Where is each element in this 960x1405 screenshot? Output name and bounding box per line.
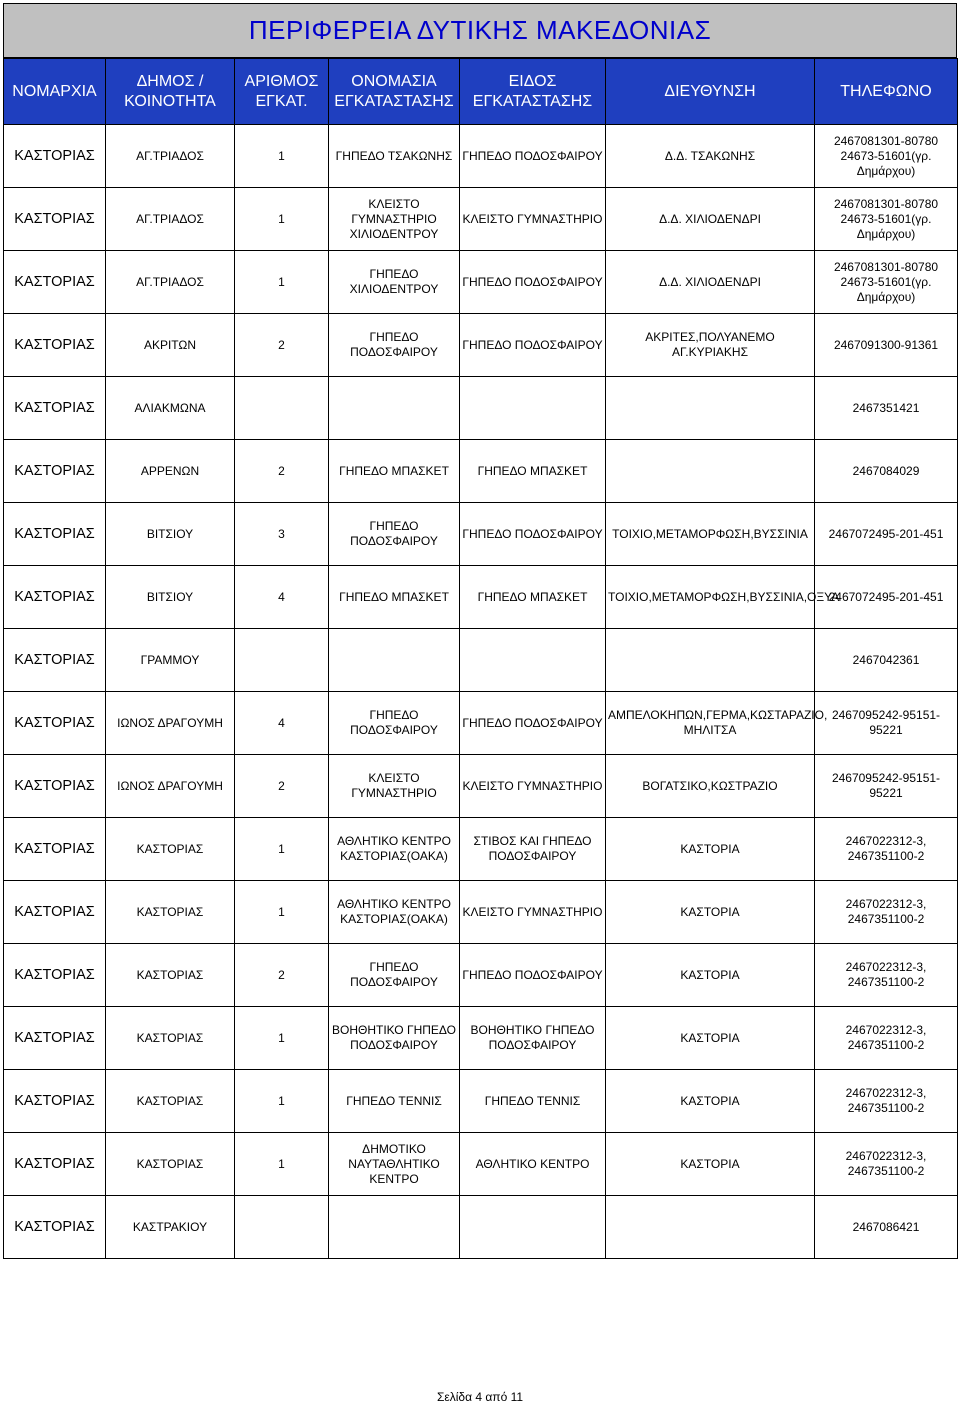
cell-dieuthynsi: ΤΟΙΧΙΟ,ΜΕΤΑΜΟΡΦΩΣΗ,ΒΥΣΣΙΝΙΑ,ΟΞΥΑ xyxy=(606,566,815,629)
facilities-table xyxy=(3,58,958,1259)
table-header-row xyxy=(4,59,958,125)
cell-arithmos: 2 xyxy=(235,755,329,818)
cell-eidos: ΚΛΕΙΣΤΟ ΓΥΜΝΑΣΤΗΡΙΟ xyxy=(460,755,606,818)
cell-eidos: ΓΗΠΕΔΟ ΤΕΝΝΙΣ xyxy=(460,1070,606,1133)
cell-nomarxia: ΚΑΣΤΟΡΙΑΣ xyxy=(4,692,106,755)
table-row xyxy=(4,314,958,377)
cell-nomarxia: ΚΑΣΤΟΡΙΑΣ xyxy=(4,881,106,944)
cell-tilefono: 2467022312-3, 2467351100-2 xyxy=(815,1007,958,1070)
cell-arithmos: 2 xyxy=(235,440,329,503)
cell-nomarxia: ΚΑΣΤΟΡΙΑΣ xyxy=(4,314,106,377)
cell-eidos xyxy=(460,377,606,440)
cell-eidos: ΓΗΠΕΔΟ ΠΟΔΟΣΦΑΙΡΟΥ xyxy=(460,251,606,314)
table-row xyxy=(4,818,958,881)
cell-nomarxia: ΚΑΣΤΟΡΙΑΣ xyxy=(4,755,106,818)
cell-dieuthynsi xyxy=(606,377,815,440)
cell-dieuthynsi xyxy=(606,629,815,692)
cell-dieuthynsi xyxy=(606,1196,815,1259)
cell-dimos: ΒΙΤΣΙΟΥ xyxy=(106,503,235,566)
header-tilefono: ΤΗΛΕΦΩΝΟ xyxy=(815,59,958,125)
cell-dieuthynsi: ΑΜΠΕΛΟΚΗΠΩΝ,ΓΕΡΜΑ,ΚΩΣΤΑΡΑΖΙΟ, ΜΗΛΙΤΣΑ xyxy=(606,692,815,755)
header-eidos: ΕΙΔΟΣ ΕΓΚΑΤΑΣΤΑΣΗΣ xyxy=(460,59,606,125)
table-row xyxy=(4,440,958,503)
cell-nomarxia: ΚΑΣΤΟΡΙΑΣ xyxy=(4,125,106,188)
cell-onomasia: ΒΟΗΘΗΤΙΚΟ ΓΗΠΕΔΟ ΠΟΔΟΣΦΑΙΡΟΥ xyxy=(329,1007,460,1070)
cell-arithmos xyxy=(235,377,329,440)
cell-eidos: ΓΗΠΕΔΟ ΠΟΔΟΣΦΑΙΡΟΥ xyxy=(460,314,606,377)
cell-arithmos: 3 xyxy=(235,503,329,566)
cell-arithmos: 1 xyxy=(235,1070,329,1133)
cell-onomasia: ΓΗΠΕΔΟ ΠΟΔΟΣΦΑΙΡΟΥ xyxy=(329,314,460,377)
cell-dimos: ΓΡΑΜΜΟΥ xyxy=(106,629,235,692)
cell-eidos: ΓΗΠΕΔΟ ΠΟΔΟΣΦΑΙΡΟΥ xyxy=(460,692,606,755)
cell-dieuthynsi: ΚΑΣΤΟΡΙΑ xyxy=(606,818,815,881)
cell-arithmos: 1 xyxy=(235,1007,329,1070)
cell-dimos: ΑΓ.ΤΡΙΑΔΟΣ xyxy=(106,251,235,314)
cell-dieuthynsi: ΤΟΙΧΙΟ,ΜΕΤΑΜΟΡΦΩΣΗ,ΒΥΣΣΙΝΙΑ xyxy=(606,503,815,566)
cell-onomasia: ΓΗΠΕΔΟ ΠΟΔΟΣΦΑΙΡΟΥ xyxy=(329,944,460,1007)
cell-dimos: ΙΩΝΟΣ ΔΡΑΓΟΥΜΗ xyxy=(106,692,235,755)
cell-nomarxia: ΚΑΣΤΟΡΙΑΣ xyxy=(4,251,106,314)
cell-dieuthynsi xyxy=(606,440,815,503)
cell-eidos xyxy=(460,1196,606,1259)
cell-dimos: ΑΚΡΙΤΩΝ xyxy=(106,314,235,377)
cell-eidos: ΓΗΠΕΔΟ ΠΟΔΟΣΦΑΙΡΟΥ xyxy=(460,503,606,566)
cell-eidos: ΚΛΕΙΣΤΟ ΓΥΜΝΑΣΤΗΡΙΟ xyxy=(460,881,606,944)
table-row xyxy=(4,377,958,440)
table-row xyxy=(4,251,958,314)
cell-dieuthynsi: ΚΑΣΤΟΡΙΑ xyxy=(606,944,815,1007)
cell-onomasia: ΓΗΠΕΔΟ ΤΕΝΝΙΣ xyxy=(329,1070,460,1133)
cell-nomarxia: ΚΑΣΤΟΡΙΑΣ xyxy=(4,818,106,881)
cell-tilefono: 2467022312-3, 2467351100-2 xyxy=(815,944,958,1007)
cell-dimos: ΚΑΣΤΟΡΙΑΣ xyxy=(106,818,235,881)
cell-onomasia: ΓΗΠΕΔΟ ΜΠΑΣΚΕΤ xyxy=(329,566,460,629)
cell-onomasia: ΑΘΛΗΤΙΚΟ ΚΕΝΤΡΟ ΚΑΣΤΟΡΙΑΣ(ΟΑΚΑ) xyxy=(329,881,460,944)
cell-eidos: ΑΘΛΗΤΙΚΟ ΚΕΝΤΡΟ xyxy=(460,1133,606,1196)
cell-dieuthynsi: Δ.Δ. ΤΣΑΚΩΝΗΣ xyxy=(606,125,815,188)
cell-dieuthynsi: ΑΚΡΙΤΕΣ,ΠΟΛΥΑΝΕΜΟ ΑΓ.ΚΥΡΙΑΚΗΣ xyxy=(606,314,815,377)
cell-nomarxia: ΚΑΣΤΟΡΙΑΣ xyxy=(4,1196,106,1259)
cell-onomasia: ΚΛΕΙΣΤΟ ΓΥΜΝΑΣΤΗΡΙΟ ΧΙΛΙΟΔΕΝΤΡΟΥ xyxy=(329,188,460,251)
cell-dimos: ΚΑΣΤΟΡΙΑΣ xyxy=(106,881,235,944)
table-row xyxy=(4,566,958,629)
cell-tilefono: 2467022312-3, 2467351100-2 xyxy=(815,1133,958,1196)
cell-dimos: ΙΩΝΟΣ ΔΡΑΓΟΥΜΗ xyxy=(106,755,235,818)
cell-tilefono: 2467084029 xyxy=(815,440,958,503)
cell-dieuthynsi: ΚΑΣΤΟΡΙΑ xyxy=(606,1133,815,1196)
cell-dieuthynsi: ΚΑΣΤΟΡΙΑ xyxy=(606,1007,815,1070)
cell-onomasia xyxy=(329,377,460,440)
cell-nomarxia: ΚΑΣΤΟΡΙΑΣ xyxy=(4,1007,106,1070)
cell-tilefono: 2467022312-3, 2467351100-2 xyxy=(815,1070,958,1133)
cell-eidos: ΓΗΠΕΔΟ ΠΟΔΟΣΦΑΙΡΟΥ xyxy=(460,125,606,188)
cell-dimos: ΚΑΣΤΟΡΙΑΣ xyxy=(106,1070,235,1133)
cell-nomarxia: ΚΑΣΤΟΡΙΑΣ xyxy=(4,188,106,251)
page-footer: Σελίδα 4 από 11 xyxy=(436,1390,524,1404)
cell-nomarxia: ΚΑΣΤΟΡΙΑΣ xyxy=(4,566,106,629)
cell-onomasia: ΓΗΠΕΔΟ ΠΟΔΟΣΦΑΙΡΟΥ xyxy=(329,692,460,755)
cell-dieuthynsi: ΚΑΣΤΟΡΙΑ xyxy=(606,881,815,944)
cell-eidos: ΓΗΠΕΔΟ ΠΟΔΟΣΦΑΙΡΟΥ xyxy=(460,944,606,1007)
cell-dimos: ΑΓ.ΤΡΙΑΔΟΣ xyxy=(106,125,235,188)
table-row xyxy=(4,125,958,188)
cell-eidos: ΓΗΠΕΔΟ ΜΠΑΣΚΕΤ xyxy=(460,566,606,629)
cell-dieuthynsi: ΚΑΣΤΟΡΙΑ xyxy=(606,1070,815,1133)
cell-dieuthynsi: Δ.Δ. ΧΙΛΙΟΔΕΝΔΡΙ xyxy=(606,188,815,251)
cell-arithmos: 1 xyxy=(235,1133,329,1196)
cell-arithmos: 2 xyxy=(235,314,329,377)
cell-dimos: ΚΑΣΤΟΡΙΑΣ xyxy=(106,1007,235,1070)
cell-tilefono: 2467022312-3, 2467351100-2 xyxy=(815,818,958,881)
cell-nomarxia: ΚΑΣΤΟΡΙΑΣ xyxy=(4,629,106,692)
cell-tilefono: 2467091300-91361 xyxy=(815,314,958,377)
cell-dimos: ΚΑΣΤΡΑΚΙΟΥ xyxy=(106,1196,235,1259)
cell-arithmos: 4 xyxy=(235,566,329,629)
cell-nomarxia: ΚΑΣΤΟΡΙΑΣ xyxy=(4,440,106,503)
cell-eidos: ΒΟΗΘΗΤΙΚΟ ΓΗΠΕΔΟ ΠΟΔΟΣΦΑΙΡΟΥ xyxy=(460,1007,606,1070)
cell-arithmos: 1 xyxy=(235,881,329,944)
cell-onomasia: ΓΗΠΕΔΟ ΠΟΔΟΣΦΑΙΡΟΥ xyxy=(329,503,460,566)
cell-nomarxia: ΚΑΣΤΟΡΙΑΣ xyxy=(4,1133,106,1196)
cell-nomarxia: ΚΑΣΤΟΡΙΑΣ xyxy=(4,377,106,440)
table-row xyxy=(4,503,958,566)
cell-tilefono: 2467022312-3, 2467351100-2 xyxy=(815,881,958,944)
cell-tilefono: 2467042361 xyxy=(815,629,958,692)
cell-tilefono: 2467095242-95151-95221 xyxy=(815,692,958,755)
cell-dieuthynsi: ΒΟΓΑΤΣΙΚΟ,ΚΩΣΤΡΑΖΙΟ xyxy=(606,755,815,818)
header-dimos: ΔΗΜΟΣ / ΚΟΙΝΟΤΗΤΑ xyxy=(106,59,235,125)
cell-arithmos: 4 xyxy=(235,692,329,755)
cell-arithmos: 1 xyxy=(235,125,329,188)
table-row xyxy=(4,692,958,755)
table-row xyxy=(4,944,958,1007)
cell-nomarxia: ΚΑΣΤΟΡΙΑΣ xyxy=(4,503,106,566)
cell-arithmos: 1 xyxy=(235,188,329,251)
cell-dimos: ΑΓ.ΤΡΙΑΔΟΣ xyxy=(106,188,235,251)
header-dieuthynsi: ΔΙΕΥΘΥΝΣΗ xyxy=(606,59,815,125)
cell-dimos: ΑΛΙΑΚΜΩΝΑ xyxy=(106,377,235,440)
cell-eidos: ΓΗΠΕΔΟ ΜΠΑΣΚΕΤ xyxy=(460,440,606,503)
cell-onomasia xyxy=(329,629,460,692)
cell-dimos: ΑΡΡΕΝΩΝ xyxy=(106,440,235,503)
cell-tilefono: 2467351421 xyxy=(815,377,958,440)
cell-arithmos: 1 xyxy=(235,818,329,881)
table-row xyxy=(4,1007,958,1070)
header-onomasia: ΟΝΟΜΑΣΙΑ ΕΓΚΑΤΑΣΤΑΣΗΣ xyxy=(329,59,460,125)
cell-onomasia: ΑΘΛΗΤΙΚΟ ΚΕΝΤΡΟ ΚΑΣΤΟΡΙΑΣ(ΟΑΚΑ) xyxy=(329,818,460,881)
cell-tilefono: 2467081301-80780 24673-51601(γρ. Δημάρχου) xyxy=(815,251,958,314)
table-row xyxy=(4,629,958,692)
table-row xyxy=(4,881,958,944)
header-arithmos: ΑΡΙΘΜΟΣ ΕΓΚΑΤ. xyxy=(235,59,329,125)
table-row xyxy=(4,755,958,818)
page-title: ΠΕΡΙΦΕΡΕΙΑ ΔΥΤΙΚΗΣ ΜΑΚΕΔΟΝΙΑΣ xyxy=(248,15,712,45)
cell-tilefono: 2467072495-201-451 xyxy=(815,566,958,629)
cell-onomasia xyxy=(329,1196,460,1259)
cell-dieuthynsi: Δ.Δ. ΧΙΛΙΟΔΕΝΔΡΙ xyxy=(606,251,815,314)
cell-eidos: ΣΤΙΒΟΣ ΚΑΙ ΓΗΠΕΔΟ ΠΟΔΟΣΦΑΙΡΟΥ xyxy=(460,818,606,881)
cell-eidos: ΚΛΕΙΣΤΟ ΓΥΜΝΑΣΤΗΡΙΟ xyxy=(460,188,606,251)
cell-arithmos: 2 xyxy=(235,944,329,1007)
cell-onomasia: ΓΗΠΕΔΟ ΧΙΛΙΟΔΕΝΤΡΟΥ xyxy=(329,251,460,314)
cell-tilefono: 2467081301-80780 24673-51601(γρ. Δημάρχου) xyxy=(815,188,958,251)
table-row xyxy=(4,1070,958,1133)
cell-arithmos xyxy=(235,629,329,692)
cell-nomarxia: ΚΑΣΤΟΡΙΑΣ xyxy=(4,944,106,1007)
cell-dimos: ΚΑΣΤΟΡΙΑΣ xyxy=(106,944,235,1007)
cell-nomarxia: ΚΑΣΤΟΡΙΑΣ xyxy=(4,1070,106,1133)
page-title-bar xyxy=(3,3,957,58)
table-row xyxy=(4,1196,958,1259)
table-row xyxy=(4,1133,958,1196)
cell-dimos: ΚΑΣΤΟΡΙΑΣ xyxy=(106,1133,235,1196)
table-row xyxy=(4,188,958,251)
cell-arithmos: 1 xyxy=(235,251,329,314)
header-nomarxia: ΝΟΜΑΡΧΙΑ xyxy=(4,59,106,125)
cell-tilefono: 2467081301-80780 24673-51601(γρ. Δημάρχου) xyxy=(815,125,958,188)
cell-eidos xyxy=(460,629,606,692)
cell-onomasia: ΓΗΠΕΔΟ ΜΠΑΣΚΕΤ xyxy=(329,440,460,503)
cell-onomasia: ΓΗΠΕΔΟ ΤΣΑΚΩΝΗΣ xyxy=(329,125,460,188)
cell-tilefono: 2467086421 xyxy=(815,1196,958,1259)
cell-tilefono: 2467072495-201-451 xyxy=(815,503,958,566)
cell-onomasia: ΚΛΕΙΣΤΟ ΓΥΜΝΑΣΤΗΡΙΟ xyxy=(329,755,460,818)
cell-onomasia: ΔΗΜΟΤΙΚΟ ΝΑΥΤΑΘΛΗΤΙΚΟ ΚΕΝΤΡΟ xyxy=(329,1133,460,1196)
cell-tilefono: 2467095242-95151-95221 xyxy=(815,755,958,818)
cell-dimos: ΒΙΤΣΙΟΥ xyxy=(106,566,235,629)
cell-arithmos xyxy=(235,1196,329,1259)
